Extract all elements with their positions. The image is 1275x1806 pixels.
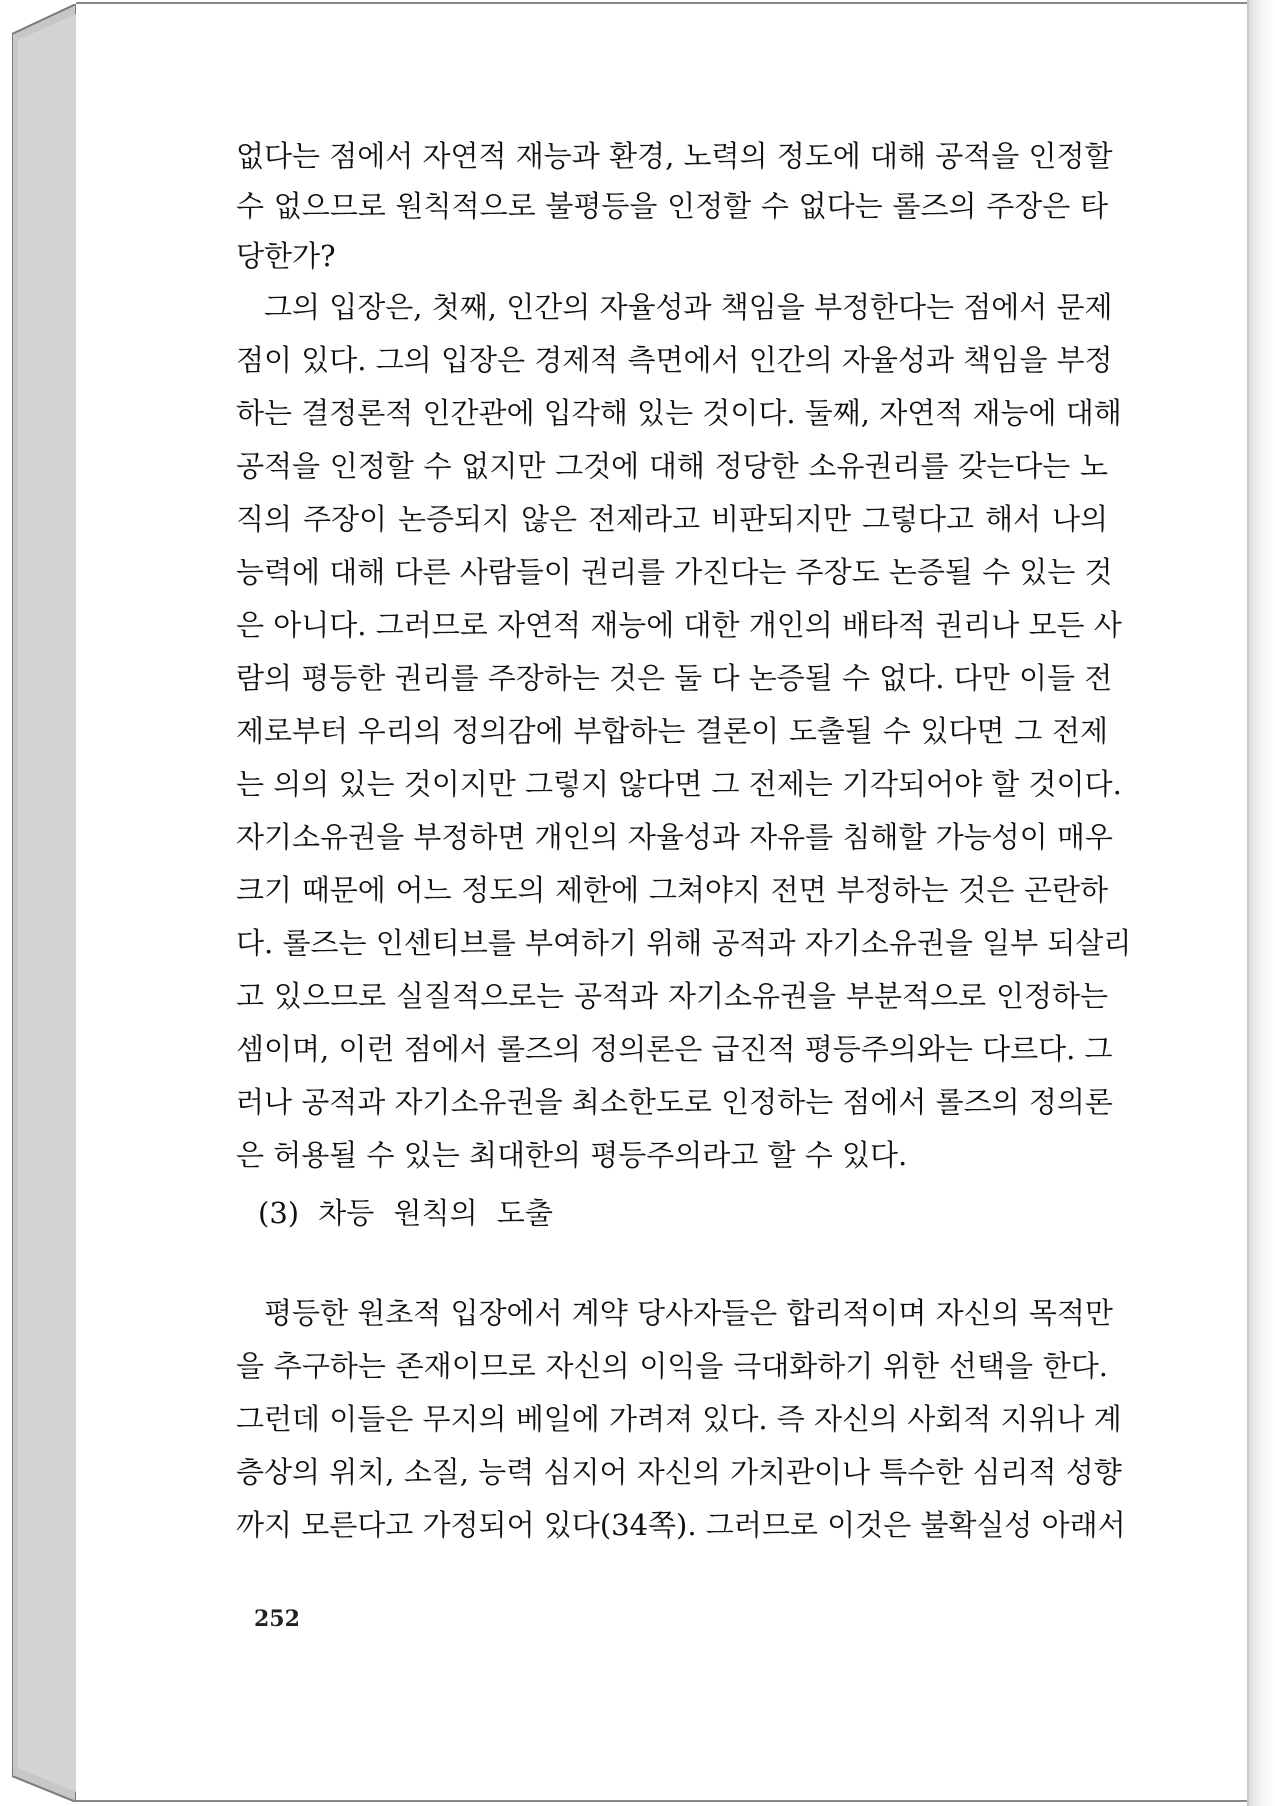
page-number: 252: [254, 1606, 300, 1632]
text-line: 까지 모른다고 가정되어 있다(34쪽). 그러므로 이것은 불확실성 아래서: [236, 1508, 1126, 1542]
page-edge-shadow: [1249, 0, 1275, 1806]
text-line: 자기소유권을 부정하면 개인의 자율성과 자유를 침해할 가능성이 매우: [236, 820, 1113, 854]
text-line: 평등한 원초적 입장에서 계약 당사자들은 합리적이며 자신의 목적만: [264, 1296, 1113, 1330]
text-line: 러나 공적과 자기소유권을 최소한도로 인정하는 점에서 롤즈의 정의론: [236, 1085, 1113, 1119]
text-line: 공적을 인정할 수 없지만 그것에 대해 정당한 소유권리를 갖는다는 노: [236, 449, 1108, 483]
text-line: 고 있으므로 실질적으로는 공적과 자기소유권을 부분적으로 인정하는: [236, 979, 1108, 1013]
text-line: 셈이며, 이런 점에서 롤즈의 정의론은 급진적 평등주의와는 다르다. 그: [236, 1032, 1113, 1066]
text-line: 그의 입장은, 첫째, 인간의 자율성과 책임을 부정한다는 점에서 문제: [264, 290, 1113, 324]
text-line: 능력에 대해 다른 사람들이 권리를 가진다는 주장도 논증될 수 있는 것: [236, 555, 1113, 589]
text-line: 을 추구하는 존재이므로 자신의 이익을 극대화하기 위한 선택을 한다.: [236, 1349, 1108, 1383]
text-line: 하는 결정론적 인간관에 입각해 있는 것이다. 둘째, 자연적 재능에 대해: [236, 396, 1122, 430]
text-line: 없다는 점에서 자연적 재능과 환경, 노력의 정도에 대해 공적을 인정할: [236, 139, 1113, 173]
text-line: 층상의 위치, 소질, 능력 심지어 자신의 가치관이나 특수한 심리적 성향: [236, 1455, 1122, 1489]
text-line: 은 허용될 수 있는 최대한의 평등주의라고 할 수 있다.: [236, 1138, 908, 1172]
text-line: 다. 롤즈는 인센티브를 부여하기 위해 공적과 자기소유권을 일부 되살리: [236, 926, 1132, 960]
text-line: 당한가?: [236, 239, 336, 273]
text-line: 크기 때문에 어느 정도의 제한에 그쳐야지 전면 부정하는 것은 곤란하: [236, 873, 1108, 907]
text-line: 는 의의 있는 것이지만 그렇지 않다면 그 전제는 기각되어야 할 것이다.: [236, 767, 1122, 801]
text-line: 은 아니다. 그러므로 자연적 재능에 대한 개인의 배타적 권리나 모든 사: [236, 608, 1122, 642]
text-line: 직의 주장이 논증되지 않은 전제라고 비판되지만 그렇다고 해서 나의: [236, 502, 1108, 536]
book-spine: [12, 4, 76, 1802]
text-line: 점이 있다. 그의 입장은 경제적 측면에서 인간의 자율성과 책임을 부정: [236, 343, 1113, 377]
text-line: 수 없으므로 원칙적으로 불평등을 인정할 수 없다는 롤즈의 주장은 타: [236, 189, 1108, 223]
text-line: 제로부터 우리의 정의감에 부합하는 결론이 도출될 수 있다면 그 전제: [236, 714, 1108, 748]
section-heading: (3) 차등 원칙의 도출: [258, 1196, 553, 1230]
text-line: 그런데 이들은 무지의 베일에 가려져 있다. 즉 자신의 사회적 지위나 계: [236, 1402, 1122, 1436]
text-line: 람의 평등한 권리를 주장하는 것은 둘 다 논증될 수 없다. 다만 이들 전: [236, 661, 1113, 695]
